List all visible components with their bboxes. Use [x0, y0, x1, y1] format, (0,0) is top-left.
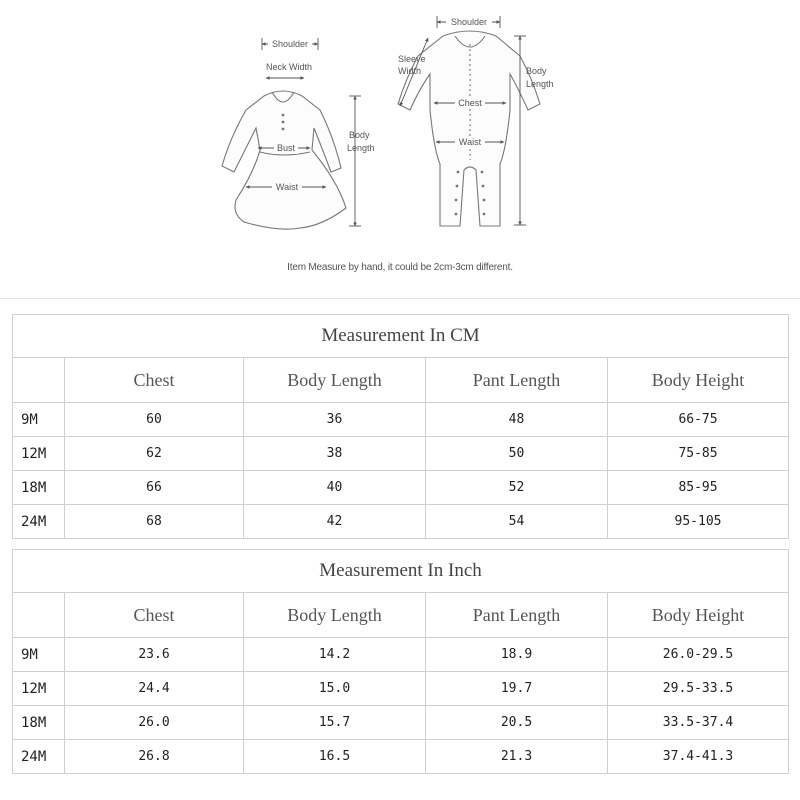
pant-length-cell: 19.7: [426, 672, 608, 706]
dress-body-length-label-2: Length: [347, 143, 375, 153]
dress-waist-label: Waist: [275, 182, 299, 192]
romper-body-length-label: Body: [526, 66, 547, 76]
table-row: [13, 403, 789, 437]
body-height-cell: 85-95: [608, 471, 789, 505]
header-body-length: Body Length: [244, 358, 426, 403]
body-length-cell: 38: [244, 437, 426, 471]
dress-figure: [222, 91, 346, 229]
body-length-cell: 14.2: [244, 638, 426, 672]
romper-body-length-label-2: Length: [526, 79, 554, 89]
body-length-cell: 15.0: [244, 672, 426, 706]
chest-cell: 60: [65, 403, 244, 437]
size-cell: 12M: [13, 437, 65, 471]
pant-length-cell: 52: [426, 471, 608, 505]
body-height-cell: 29.5-33.5: [608, 672, 789, 706]
pant-length-cell: 18.9: [426, 638, 608, 672]
pant-length-cell: 21.3: [426, 740, 608, 774]
measure-note: Item Measure by hand, it could be 2cm-3cm different.: [287, 262, 513, 273]
romper-waist-label: Waist: [458, 137, 482, 147]
chest-cell: 66: [65, 471, 244, 505]
size-cell: 24M: [13, 505, 65, 539]
size-cell: 24M: [13, 740, 65, 774]
body-height-cell: 37.4-41.3: [608, 740, 789, 774]
chest-cell: 26.8: [65, 740, 244, 774]
chest-cell: 62: [65, 437, 244, 471]
dress-neck-width-label: Neck Width: [265, 62, 313, 72]
table-header-row: [13, 358, 789, 403]
body-length-cell: 36: [244, 403, 426, 437]
table-row: [13, 740, 789, 774]
size-table-cm: [12, 314, 789, 539]
body-height-cell: 75-85: [608, 437, 789, 471]
table-row: [13, 638, 789, 672]
size-table-inch: [12, 549, 789, 774]
chest-cell: 26.0: [65, 706, 244, 740]
header-body-height: Body Height: [608, 593, 789, 638]
romper-shoulder-label: Shoulder: [450, 17, 488, 27]
header-body-height: Body Height: [608, 358, 789, 403]
dress-bust-label: Bust: [276, 143, 296, 153]
header-pant-length: Pant Length: [426, 593, 608, 638]
romper-sleeve-width-label-2: Width: [398, 66, 422, 76]
table-row: [13, 672, 789, 706]
measurement-diagram: [0, 0, 800, 300]
table-header-row: [13, 593, 789, 638]
table-row: [13, 437, 789, 471]
body-length-cell: 42: [244, 505, 426, 539]
header-chest: Chest: [65, 358, 244, 403]
table-row: [13, 471, 789, 505]
dress-shoulder-label: Shoulder: [271, 39, 309, 49]
chest-cell: 24.4: [65, 672, 244, 706]
pant-length-cell: 20.5: [426, 706, 608, 740]
header-size: [13, 358, 65, 403]
header-pant-length: Pant Length: [426, 358, 608, 403]
dress-body-length-label: Body: [349, 130, 370, 140]
chest-cell: 68: [65, 505, 244, 539]
romper-sleeve-width-label: Sleeve: [398, 54, 426, 64]
body-length-cell: 16.5: [244, 740, 426, 774]
header-body-length: Body Length: [244, 593, 426, 638]
body-height-cell: 95-105: [608, 505, 789, 539]
table-row: [13, 505, 789, 539]
size-cell: 9M: [13, 638, 65, 672]
size-cell: 18M: [13, 471, 65, 505]
body-length-cell: 15.7: [244, 706, 426, 740]
table-row: [13, 706, 789, 740]
pant-length-cell: 50: [426, 437, 608, 471]
table-title: Measurement In CM: [13, 315, 789, 358]
body-height-cell: 33.5-37.4: [608, 706, 789, 740]
header-chest: Chest: [65, 593, 244, 638]
size-cell: 9M: [13, 403, 65, 437]
size-cell: 18M: [13, 706, 65, 740]
romper-chest-label: Chest: [458, 98, 482, 108]
section-divider: [0, 298, 800, 299]
pant-length-cell: 48: [426, 403, 608, 437]
body-length-cell: 40: [244, 471, 426, 505]
table-title: Measurement In Inch: [13, 550, 789, 593]
body-height-cell: 66-75: [608, 403, 789, 437]
pant-length-cell: 54: [426, 505, 608, 539]
header-size: [13, 593, 65, 638]
chest-cell: 23.6: [65, 638, 244, 672]
size-cell: 12M: [13, 672, 65, 706]
body-height-cell: 26.0-29.5: [608, 638, 789, 672]
